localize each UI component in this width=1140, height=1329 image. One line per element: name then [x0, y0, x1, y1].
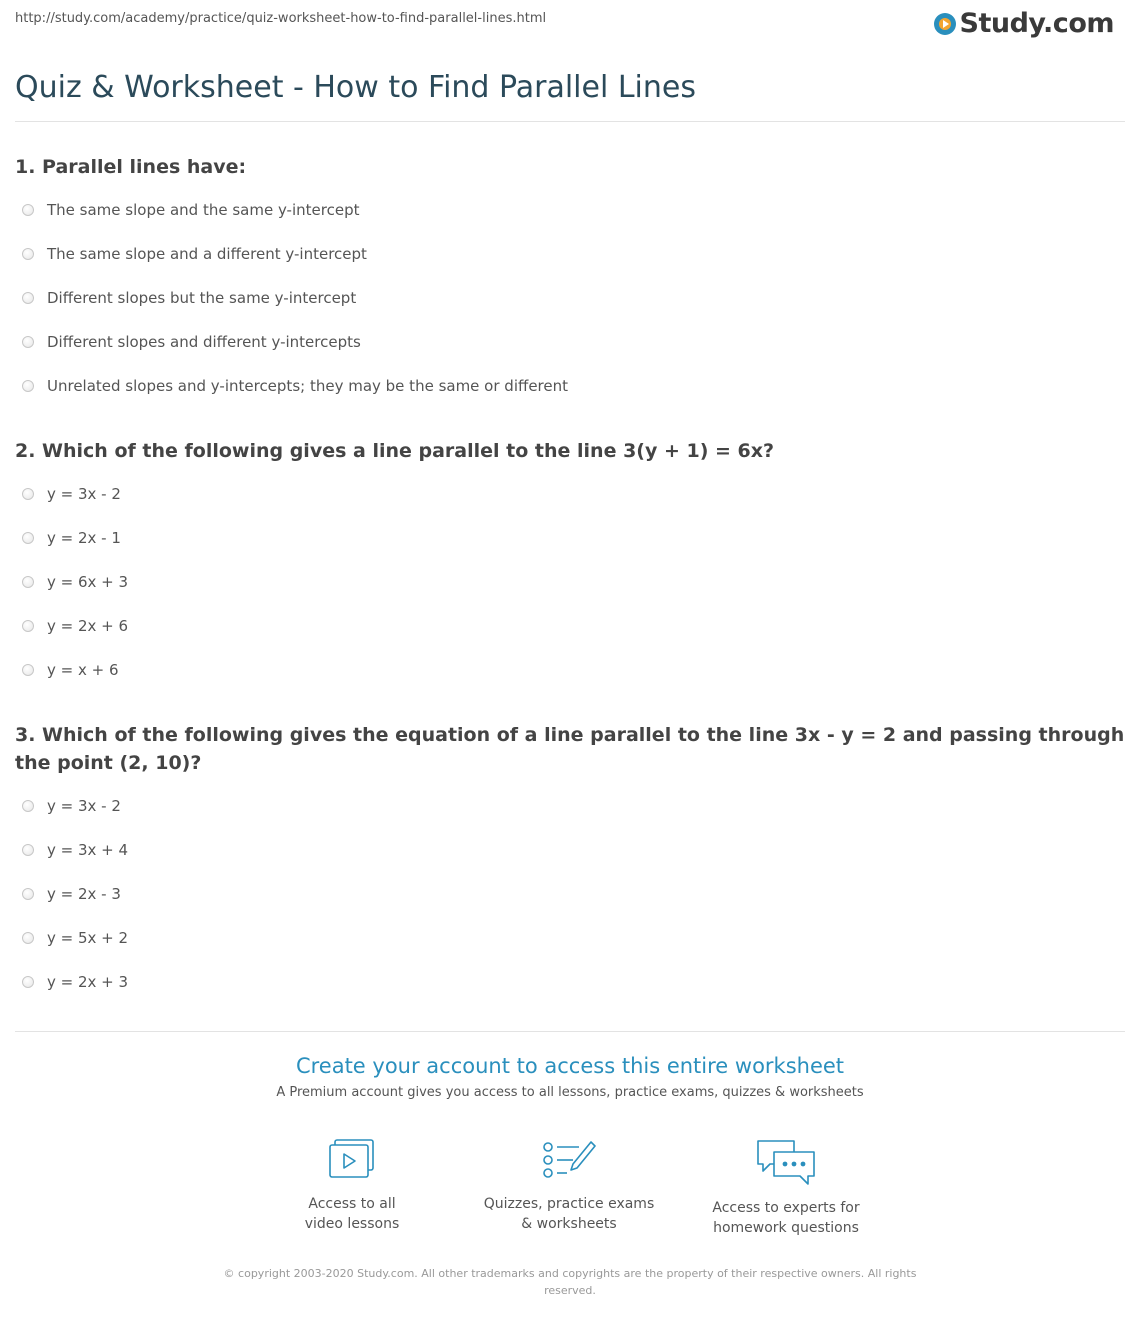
radio-button[interactable]: [22, 664, 34, 676]
option-label: y = x + 6: [47, 661, 119, 679]
feature-line: video lessons: [304, 1216, 400, 1232]
radio-button[interactable]: [22, 800, 34, 812]
answer-option[interactable]: [22, 795, 121, 817]
radio-button[interactable]: [22, 292, 34, 304]
answer-option[interactable]: [22, 199, 359, 221]
answer-option[interactable]: [22, 375, 568, 397]
premium-description: A Premium account gives you access to all lessons, practice exams, quizzes & worksheets: [276, 1085, 864, 1100]
question-1: 1. Parallel lines have:: [15, 156, 247, 178]
logo-text: Study.com: [959, 8, 1114, 39]
answer-option[interactable]: [22, 571, 128, 593]
quiz-checklist-icon: [541, 1138, 597, 1184]
radio-button[interactable]: [22, 248, 34, 260]
study-logo[interactable]: [934, 8, 1114, 40]
radio-button[interactable]: [22, 976, 34, 988]
option-label: Unrelated slopes and y-intercepts; they may be the same or different: [47, 377, 569, 395]
answer-option[interactable]: [22, 527, 121, 549]
feature-video-lessons: [262, 1138, 442, 1234]
feature-line: homework questions: [713, 1220, 859, 1236]
question-2: 2. Which of the following gives a line parallel to the line 3(y + 1) = 6x?: [15, 440, 775, 462]
feature-line: Access to all: [308, 1196, 396, 1212]
option-label: Different slopes but the same y-intercept: [47, 289, 357, 307]
radio-button[interactable]: [22, 844, 34, 856]
create-account-link[interactable]: Create your account to access this entire worksheet: [295, 1054, 845, 1078]
option-label: y = 3x + 4: [47, 841, 129, 859]
option-label: The same slope and a different y-intercept: [47, 245, 367, 263]
option-label: y = 6x + 3: [47, 573, 129, 591]
radio-button[interactable]: [22, 532, 34, 544]
play-logo-icon: [934, 13, 956, 35]
radio-button[interactable]: [22, 380, 34, 392]
feature-quizzes: [479, 1138, 659, 1234]
radio-button[interactable]: [22, 204, 34, 216]
option-label: y = 2x + 3: [47, 973, 129, 991]
radio-button[interactable]: [22, 488, 34, 500]
feature-line: Access to experts for: [712, 1200, 860, 1216]
option-label: y = 3x - 2: [47, 797, 121, 815]
answer-option[interactable]: [22, 659, 119, 681]
feature-line: & worksheets: [521, 1216, 617, 1232]
divider: [15, 121, 1125, 122]
option-label: y = 2x + 6: [47, 617, 129, 635]
answer-option[interactable]: [22, 883, 121, 905]
divider: [15, 1031, 1125, 1032]
option-label: y = 3x - 2: [47, 485, 121, 503]
option-label: y = 5x + 2: [47, 929, 129, 947]
radio-button[interactable]: [22, 620, 34, 632]
option-label: The same slope and the same y-intercept: [47, 201, 360, 219]
page-url[interactable]: http://study.com/academy/practice/quiz-worksheet-how-to-find-parallel-lines.html: [15, 11, 547, 26]
copyright-notice: © copyright 2003-2020 Study.com. All other trademarks and copyrights are the property of their respective owners. All rights reserved.: [223, 1267, 917, 1297]
option-label: y = 2x - 1: [47, 529, 121, 547]
top-bar: [0, 0, 1140, 50]
option-label: Different slopes and different y-intercepts: [47, 333, 361, 351]
feature-experts: [696, 1138, 876, 1238]
video-lesson-icon: [326, 1138, 378, 1184]
answer-option[interactable]: [22, 331, 361, 353]
radio-button[interactable]: [22, 576, 34, 588]
radio-button[interactable]: [22, 888, 34, 900]
answer-option[interactable]: [22, 839, 128, 861]
page-title: Quiz & Worksheet - How to Find Parallel Lines: [15, 70, 696, 105]
feature-line: Quizzes, practice exams: [483, 1196, 655, 1212]
radio-button[interactable]: [22, 932, 34, 944]
answer-option[interactable]: [22, 243, 367, 265]
answer-option[interactable]: [22, 615, 128, 637]
question-3: 3. Which of the following gives the equation of a line parallel to the line 3x - y = 2 and passing through the point (2, 10)?: [15, 724, 1125, 774]
answer-option[interactable]: [22, 287, 356, 309]
chat-bubbles-icon: [754, 1138, 818, 1188]
option-label: y = 2x - 3: [47, 885, 121, 903]
answer-option[interactable]: [22, 927, 128, 949]
answer-option[interactable]: [22, 483, 121, 505]
answer-option[interactable]: [22, 971, 128, 993]
radio-button[interactable]: [22, 336, 34, 348]
